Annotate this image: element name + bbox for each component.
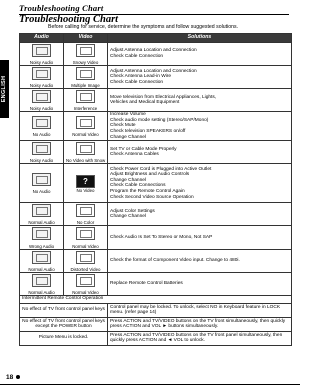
solution-line: Change Channel — [110, 214, 147, 220]
video-label: Interference — [73, 106, 98, 112]
solutions-cell — [108, 141, 292, 164]
solution-line: Check Second Video Source Operation — [110, 194, 194, 200]
solutions-cell — [108, 203, 292, 226]
table-row — [20, 226, 292, 249]
solution-line: Check Power Cord is Plugged into Active Outlet — [110, 166, 212, 172]
video-cell — [64, 89, 108, 112]
solution-line: Adjust Antenna Location and Connection — [110, 48, 197, 54]
problem-cell: No effect of TV front control panel keys except the POWER button — [20, 317, 108, 331]
solution-line: Adjust Color Settings — [110, 208, 155, 214]
speaker-cone-icon — [36, 254, 48, 262]
speaker-cone-icon — [36, 47, 48, 55]
video-cell — [64, 43, 108, 66]
audio-label: Normal Audio — [28, 289, 55, 295]
speaker-icon — [32, 173, 51, 186]
tv-screen-icon — [76, 116, 95, 129]
page-title: Troubleshooting Chart — [19, 14, 119, 25]
audio-cell — [20, 272, 64, 295]
video-cell — [64, 112, 108, 141]
screen-area — [80, 277, 92, 285]
video-cell — [64, 249, 108, 272]
solution-line: Check Antenna Cables — [110, 152, 159, 158]
speaker-cone-icon — [36, 176, 48, 184]
audio-label: No Audio — [32, 189, 51, 195]
solution-line: Set TV or Cable Mode Properly — [110, 146, 177, 152]
problem-cell: Picture Menu is locked. — [20, 331, 108, 345]
speaker-cone-icon — [36, 119, 48, 127]
audio-label: Noisy Audio — [29, 83, 54, 89]
audio-label: Normal Audio — [28, 220, 55, 226]
video-cell — [64, 203, 108, 226]
speaker-icon — [32, 274, 51, 287]
page-number: 18 — [6, 374, 14, 381]
tv-screen-icon — [76, 142, 95, 155]
video-cell — [64, 226, 108, 249]
solution-line: Check Cable Connections — [110, 183, 166, 189]
solution-cell: Press ACTION and TV/VIDEO buttons on the TV front panel simultaneously, then quickly press ACTION and ◄ VOL to unlock. — [108, 331, 292, 345]
tv-screen-icon — [76, 175, 95, 188]
speaker-cone-icon — [36, 70, 48, 78]
solutions-cell — [108, 112, 292, 141]
table-row — [20, 295, 292, 303]
tv-screen-icon — [76, 274, 95, 287]
screen-area — [80, 119, 92, 127]
video-cell — [64, 272, 108, 295]
solutions-cell — [108, 43, 292, 66]
audio-cell — [20, 43, 64, 66]
solutions-cell — [108, 226, 292, 249]
screen-area — [80, 93, 92, 101]
solutions-cell — [108, 164, 292, 203]
table-row — [20, 112, 292, 141]
screen-area — [80, 70, 92, 78]
speaker-cone-icon — [36, 207, 48, 215]
speaker-icon — [32, 116, 51, 129]
video-cell — [64, 164, 108, 203]
speaker-cone-icon — [36, 145, 48, 153]
audio-cell — [20, 203, 64, 226]
solution-line: Check Audio Is Set To Stereo or Mono, Not SAP — [110, 234, 213, 240]
footer-rule — [0, 384, 300, 385]
video-column-header: Video — [64, 34, 108, 43]
video-label: No Video — [76, 188, 95, 194]
table-row — [20, 43, 292, 66]
solution-line: Adjust Antenna Location and Connection — [110, 68, 197, 74]
audio-cell — [20, 226, 64, 249]
screen-area — [80, 145, 92, 153]
solution-line: Replace Remote Control Batteries — [110, 280, 183, 286]
tv-screen-icon — [76, 44, 95, 57]
solution-line: Change Channel — [110, 177, 147, 183]
tv-screen-icon — [76, 251, 95, 264]
audio-label: Noisy Audio — [29, 106, 54, 112]
table-row — [20, 249, 292, 272]
speaker-cone-icon — [36, 93, 48, 101]
video-label: Normal Video — [72, 243, 99, 249]
solutions-column-header: Solutions — [108, 34, 292, 43]
solutions-cell — [108, 272, 292, 295]
problem-cell: No effect of TV front control panel keys — [20, 303, 108, 317]
solutions-cell — [108, 89, 292, 112]
tv-screen-icon — [76, 204, 95, 217]
solution-line: Check the format of Component Video input. Change to 480i. — [110, 257, 240, 263]
solution-line: Check Cable Connection — [110, 79, 164, 85]
running-header-text: Troubleshooting Chart — [19, 3, 104, 13]
audio-column-header: Audio — [20, 34, 64, 43]
video-label: Snowy Video — [72, 60, 99, 66]
solution-cell: Control panel may be locked. To unlock, select NO in Keyboard feature in LOCK menu. (refer page 14) — [108, 303, 292, 317]
language-side-tab-label: ENGLISH — [1, 75, 7, 103]
video-label: No Video with Snow — [66, 158, 106, 164]
table-row — [20, 89, 292, 112]
screen-area — [80, 230, 92, 238]
speaker-cone-icon — [36, 277, 48, 285]
audio-label: Wrong Audio — [28, 243, 55, 249]
screen-area — [80, 254, 92, 262]
solution-line: Check Antenna Lead-in Wire — [110, 74, 172, 80]
table-row — [20, 164, 292, 203]
audio-label: Normal Audio — [28, 266, 55, 272]
solution-line: Increase Volume — [110, 112, 146, 118]
screen-area — [80, 47, 92, 55]
audio-label: Noisy Audio — [29, 60, 54, 66]
solution-line: Vehicles and Medical Equipment — [110, 100, 180, 106]
table-row — [20, 203, 292, 226]
page-footer — [6, 374, 20, 381]
solutions-cell — [108, 249, 292, 272]
speaker-icon — [32, 90, 51, 103]
solution-line: Adjust Brightness and Audio Controls — [110, 172, 190, 178]
tv-screen-icon — [76, 90, 95, 103]
speaker-icon — [32, 142, 51, 155]
language-side-tab — [0, 60, 9, 118]
video-cell — [64, 141, 108, 164]
table-row — [20, 317, 292, 331]
solution-line: Check audio mode setting (Stereo/SAP/Mono) — [110, 117, 209, 123]
table-row — [20, 141, 292, 164]
speaker-icon — [32, 44, 51, 57]
solutions-cell — [108, 66, 292, 89]
question-mark-icon: ? — [83, 176, 88, 186]
video-label: Normal Video — [72, 132, 99, 138]
video-label: No Color — [76, 220, 95, 226]
solution-cell: Press ACTION and TV/VIDEO buttons on the TV front simultaneously, then quickly press ACTION and VOL ► buttons simultaneously. — [108, 317, 292, 331]
speaker-icon — [32, 227, 51, 240]
solution-line: Change Channel — [110, 134, 147, 140]
solution-line: Move television from Electrical Appliances, Lights, — [110, 94, 217, 100]
solution-line: Check Cable Connection — [110, 54, 164, 60]
audio-cell — [20, 164, 64, 203]
audio-label: Noisy Audio — [29, 158, 54, 164]
audio-label: No Audio — [32, 132, 51, 138]
solution-line: Check Mute — [110, 123, 136, 129]
solution-line: Check television SPEAKERS on/off — [110, 129, 186, 135]
audio-cell — [20, 141, 64, 164]
troubleshooting-table — [19, 33, 292, 346]
audio-cell — [20, 112, 64, 141]
tv-screen-icon — [76, 227, 95, 240]
table-body — [20, 43, 292, 346]
tv-screen-icon — [76, 67, 95, 80]
screen-area — [80, 207, 92, 215]
speaker-icon — [32, 67, 51, 80]
speaker-cone-icon — [36, 230, 48, 238]
video-cell — [64, 66, 108, 89]
page-subtitle: Before calling for service, determine the symptoms and follow suggested solutions. — [48, 24, 239, 30]
speaker-icon — [32, 204, 51, 217]
table-row — [20, 66, 292, 89]
table-row — [20, 303, 292, 317]
solution-line: Program the Remote Control Again — [110, 188, 185, 194]
video-label: Normal Video — [72, 289, 99, 295]
audio-cell — [20, 249, 64, 272]
video-label: Distorted Video — [70, 266, 101, 272]
intermittent-remote-cell: Intermittent Remote Control Operation — [20, 295, 292, 303]
bullet-icon — [16, 375, 20, 379]
table-row — [20, 331, 292, 345]
video-label: Multiple Image — [71, 83, 100, 89]
audio-cell — [20, 89, 64, 112]
table-header-row — [20, 34, 292, 43]
audio-cell — [20, 66, 64, 89]
table-row — [20, 272, 292, 295]
speaker-icon — [32, 251, 51, 264]
